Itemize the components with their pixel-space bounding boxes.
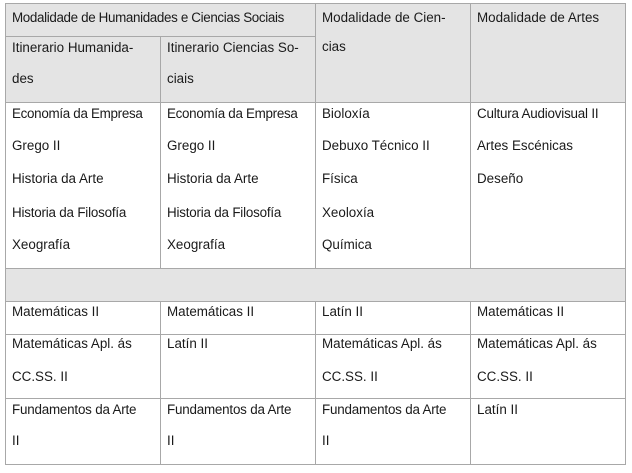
cell-col1-row3: Historia da Arte	[12, 171, 104, 186]
header-itinerario-ccss-line2: ciais	[167, 71, 194, 86]
cell-col1-row1: Economía da Empresa	[12, 106, 143, 121]
cell-col2-row4: Historia da Filosofía	[167, 205, 282, 220]
cell-b2-row3-col3-line2: II	[322, 433, 330, 448]
cell-col3-row2: Debuxo Técnico II	[322, 138, 430, 153]
header-modalidade-ciencias-line2: cias	[322, 39, 346, 54]
header-modalidade-artes: Modalidade de Artes	[477, 10, 600, 25]
header-modalidade-ciencias-line1: Modalidade de Cien-	[322, 10, 446, 25]
cell-col2-row3: Historia da Arte	[167, 171, 259, 186]
cell-col1-row2: Grego II	[12, 138, 61, 153]
header-modalidade-humanidades: Modalidade de Humanidades e Ciencias Sociais	[12, 10, 284, 25]
cell-col2-row5: Xeografía	[167, 237, 226, 252]
cell-b2-row3-col4: Latín II	[477, 402, 518, 417]
cell-b2-row2-col1-line1: Matemáticas Apl. ás	[12, 336, 132, 351]
cell-col4-row3: Deseño	[477, 171, 524, 186]
cell-col4-row2: Artes Escénicas	[477, 138, 574, 153]
cell-col4-row1: Cultura Audiovisual II	[477, 106, 599, 121]
cell-col3-row4: Xeoloxía	[322, 205, 375, 220]
header-itinerario-humanidades-line1: Itinerario Humanida-	[12, 40, 134, 55]
grid-line-right	[625, 3, 626, 465]
header-itinerario-ccss-line1: Itinerario Ciencias So-	[167, 40, 299, 55]
cell-b2-row3-col3-line1: Fundamentos da Arte	[322, 402, 447, 417]
cell-b2-row3-col2-line2: II	[167, 433, 175, 448]
cell-col3-row1: Bioloxía	[322, 106, 370, 121]
cell-col3-row3: Física	[322, 171, 358, 186]
header-itinerario-humanidades-line2: des	[12, 71, 34, 86]
cell-col3-row5: Química	[322, 237, 372, 252]
cell-b2-row2-col3-line1: Matemáticas Apl. ás	[322, 336, 442, 351]
cell-col1-row4: Historia da Filosofía	[12, 205, 127, 220]
cell-b2-row1-col4: Matemáticas II	[477, 304, 565, 319]
cell-b2-row3-col1-line2: II	[12, 433, 20, 448]
cell-b2-row1-col1: Matemáticas II	[12, 304, 100, 319]
cell-b2-row1-col3: Latín II	[322, 304, 363, 319]
cell-b2-row2-col4-line2: CC.SS. II	[477, 369, 533, 384]
cell-b2-row2-col4-line1: Matemáticas Apl. ás	[477, 336, 597, 351]
cell-col1-row5: Xeografía	[12, 237, 71, 252]
cell-col2-row2: Grego II	[167, 138, 216, 153]
cell-b2-row2-col2: Latín II	[167, 336, 208, 351]
cell-b2-row3-col2-line1: Fundamentos da Arte	[167, 402, 292, 417]
cell-b2-row2-col1-line2: CC.SS. II	[12, 369, 68, 384]
cell-b2-row1-col2: Matemáticas II	[167, 304, 255, 319]
cell-col2-row1: Economía da Empresa	[167, 106, 298, 121]
cell-b2-row2-col3-line2: CC.SS. II	[322, 369, 378, 384]
cell-b2-row3-col1-line1: Fundamentos da Arte	[12, 402, 137, 417]
